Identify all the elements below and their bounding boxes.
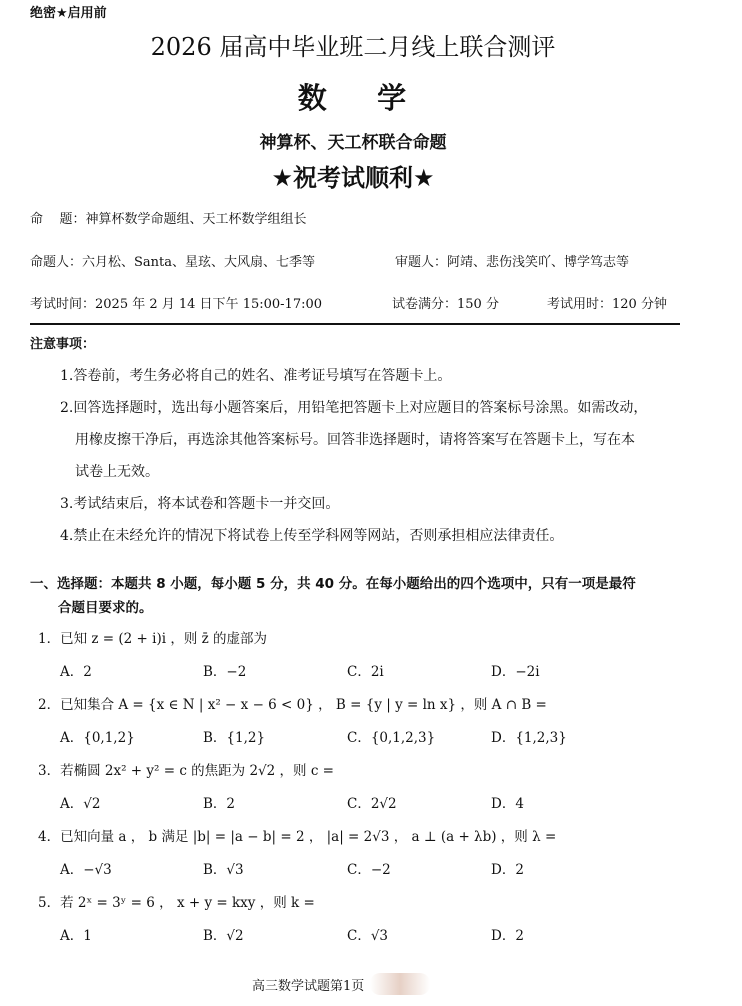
question-2-option-d: D．{1,2,3} bbox=[491, 730, 567, 746]
header-divider bbox=[30, 323, 680, 325]
section-heading-line-2: 合题目要求的。 bbox=[58, 600, 153, 616]
page-footer: 高三数学试题第1页 bbox=[252, 979, 365, 994]
confidential-label: 绝密★启用前 bbox=[30, 6, 107, 21]
reviewers-info: 审题人：阿靖、悲伤浅笑吖、博学笃志等 bbox=[395, 255, 630, 270]
exam-time-info: 考试时间：2025 年 2 月 14 日下午 15:00-17:00 bbox=[30, 297, 323, 312]
question-5-option-a: A．1 bbox=[60, 928, 92, 944]
full-score-info: 试卷满分：150 分 bbox=[392, 297, 499, 312]
exam-title: 2026 届高中毕业班二月线上联合测评 bbox=[150, 33, 556, 61]
question-4-option-c: C．−2 bbox=[347, 862, 391, 878]
question-3-stem: 3．若椭圆 2x² + y² = c 的焦距为 2√2 ，则 c = bbox=[38, 763, 334, 779]
question-4-stem: 4．已知向量 a ， b 满足 |b| = |a − b| = 2 ， |a| = 2√3 ， a ⊥ (a + λb) ，则 λ = bbox=[38, 829, 557, 845]
question-3-option-a: A．√2 bbox=[60, 796, 101, 812]
question-2-option-a: A．{0,1,2} bbox=[60, 730, 135, 746]
authors-info: 命题人：六月松、Santa、星玹、大风扇、七季等 bbox=[30, 255, 316, 270]
note-item-2-line-3: 试卷上无效。 bbox=[75, 464, 159, 480]
question-4-option-b: B．√3 bbox=[203, 862, 244, 878]
question-5-option-b: B．√2 bbox=[203, 928, 244, 944]
section-heading-line-1: 一、选择题：本题共 8 小题，每小题 5 分，共 40 分。在每小题给出的四个选项中，只有一项是最符 bbox=[30, 576, 636, 592]
note-item-2-line-2: 用橡皮擦干净后，再选涂其他答案标号。回答非选择题时，请将答案写在答题卡上，写在本 bbox=[75, 432, 635, 448]
question-4-option-d: D．2 bbox=[491, 862, 524, 878]
proposition-info: 命 题：神算杯数学命题组、天工杯数学组组长 bbox=[30, 212, 307, 227]
question-4-option-a: A．−√3 bbox=[60, 862, 112, 878]
question-2-option-b: B．{1,2} bbox=[203, 730, 266, 746]
question-2-option-c: C．{0,1,2,3} bbox=[347, 730, 436, 746]
question-1-option-b: B．−2 bbox=[203, 664, 247, 680]
note-item-4: 4.禁止在未经允许的情况下将试卷上传至学科网等网站，否则承担相应法律责任。 bbox=[60, 528, 564, 544]
section-heading bbox=[30, 572, 636, 620]
cup-subtitle: 神算杯、天工杯联合命题 bbox=[259, 133, 447, 153]
notes-heading: 注意事项： bbox=[30, 337, 96, 352]
scan-smudge bbox=[370, 973, 430, 995]
duration-info: 考试用时：120 分钟 bbox=[547, 297, 667, 312]
good-luck-line: ★祝考试顺利★ bbox=[271, 164, 435, 192]
question-5-option-d: D．2 bbox=[491, 928, 524, 944]
question-1-option-c: C．2i bbox=[347, 664, 384, 680]
question-1-option-a: A．2 bbox=[60, 664, 92, 680]
subject-title: 数 学 bbox=[297, 81, 409, 115]
question-1-option-d: D．−2i bbox=[491, 664, 540, 680]
question-5-stem: 5．若 2ˣ = 3ʸ = 6 ， x + y = kxy ，则 k = bbox=[38, 895, 315, 911]
note-item-3: 3.考试结束后，将本试卷和答题卡一并交回。 bbox=[60, 496, 340, 512]
question-3-option-b: B．2 bbox=[203, 796, 236, 812]
note-item-2-line-1: 2.回答选择题时，选出每小题答案后，用铅笔把答题卡上对应题目的答案标号涂黑。如需改动， bbox=[60, 400, 648, 416]
note-item-1: 1.答卷前，考生务必将自己的姓名、准考证号填写在答题卡上。 bbox=[60, 368, 452, 384]
question-3-option-d: D．4 bbox=[491, 796, 524, 812]
question-5-option-c: C．√3 bbox=[347, 928, 389, 944]
question-1-stem: 1．已知 z = (2 + i)i ，则 z̄ 的虚部为 bbox=[38, 631, 268, 647]
question-2-stem: 2．已知集合 A = {x ∈ N | x² − x − 6 < 0} ， B = {y | y = ln x} ，则 A ∩ B = bbox=[38, 697, 547, 713]
question-3-option-c: C．2√2 bbox=[347, 796, 397, 812]
